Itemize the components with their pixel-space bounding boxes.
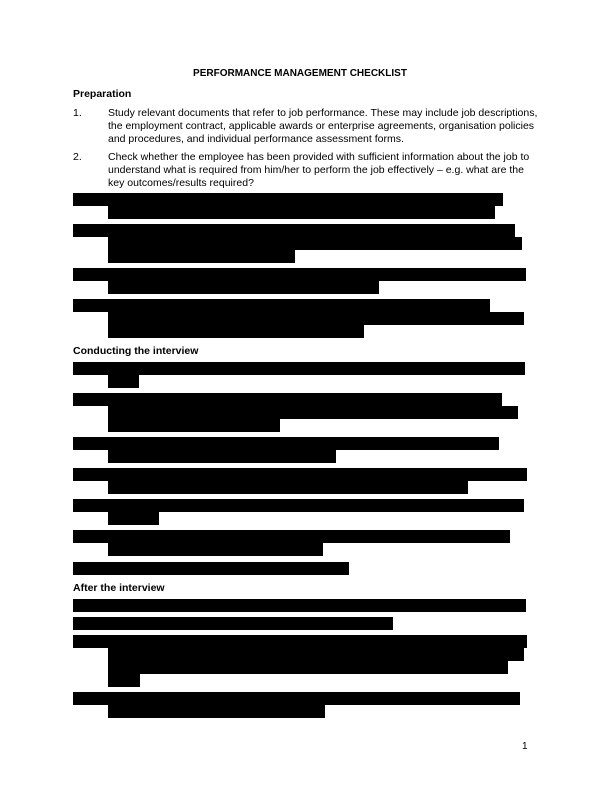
section-heading-preparation: Preparation	[73, 88, 132, 100]
page-number: 1	[522, 741, 528, 752]
redaction-bar	[108, 325, 364, 338]
redaction-bar	[108, 237, 522, 250]
redaction-bar	[108, 206, 495, 219]
item-number-2: 2.	[73, 151, 82, 163]
redaction-bar	[73, 617, 393, 630]
redaction-bar	[73, 692, 520, 705]
redaction-bar	[108, 648, 524, 661]
redaction-bar	[108, 406, 518, 419]
redaction-bar	[108, 674, 140, 687]
item-number-1: 1.	[73, 107, 82, 119]
redaction-bar	[73, 362, 525, 375]
redaction-bar	[73, 299, 490, 312]
redaction-bar	[108, 312, 524, 325]
section-heading-after: After the interview	[73, 582, 165, 594]
redaction-bar	[108, 450, 336, 463]
document-title: PERFORMANCE MANAGEMENT CHECKLIST	[193, 68, 407, 79]
redaction-bar	[73, 599, 526, 612]
redaction-bar	[73, 635, 527, 648]
item-text-1: Study relevant documents that refer to job performance. These may include job descriptions, the employment contract, applicable awards or enterprise agreements, organisation policies and procedures, and individual performance assessment forms.	[108, 107, 538, 145]
item-text-2: Check whether the employee has been provided with sufficient information about the job to understand what is required from him/her to perform the job effectively – e.g. what are the key outcomes/results required?	[108, 151, 530, 189]
redaction-bar	[108, 250, 295, 263]
redaction-bar	[108, 705, 325, 718]
redaction-bar	[108, 543, 323, 556]
redaction-bar	[73, 437, 499, 450]
redaction-bar	[108, 375, 139, 388]
section-heading-conducting: Conducting the interview	[73, 345, 199, 357]
redaction-bar	[73, 562, 349, 575]
redaction-bar	[108, 419, 280, 432]
redaction-bar	[73, 268, 526, 281]
redaction-bar	[73, 193, 503, 206]
redaction-bar	[108, 661, 508, 674]
redaction-bar	[73, 393, 502, 406]
redaction-bar	[108, 281, 379, 294]
redaction-bar	[73, 224, 515, 237]
redaction-bar	[108, 481, 468, 494]
redaction-bar	[108, 512, 159, 525]
redaction-bar	[73, 499, 524, 512]
redaction-bar	[73, 468, 527, 481]
redaction-bar	[73, 530, 510, 543]
